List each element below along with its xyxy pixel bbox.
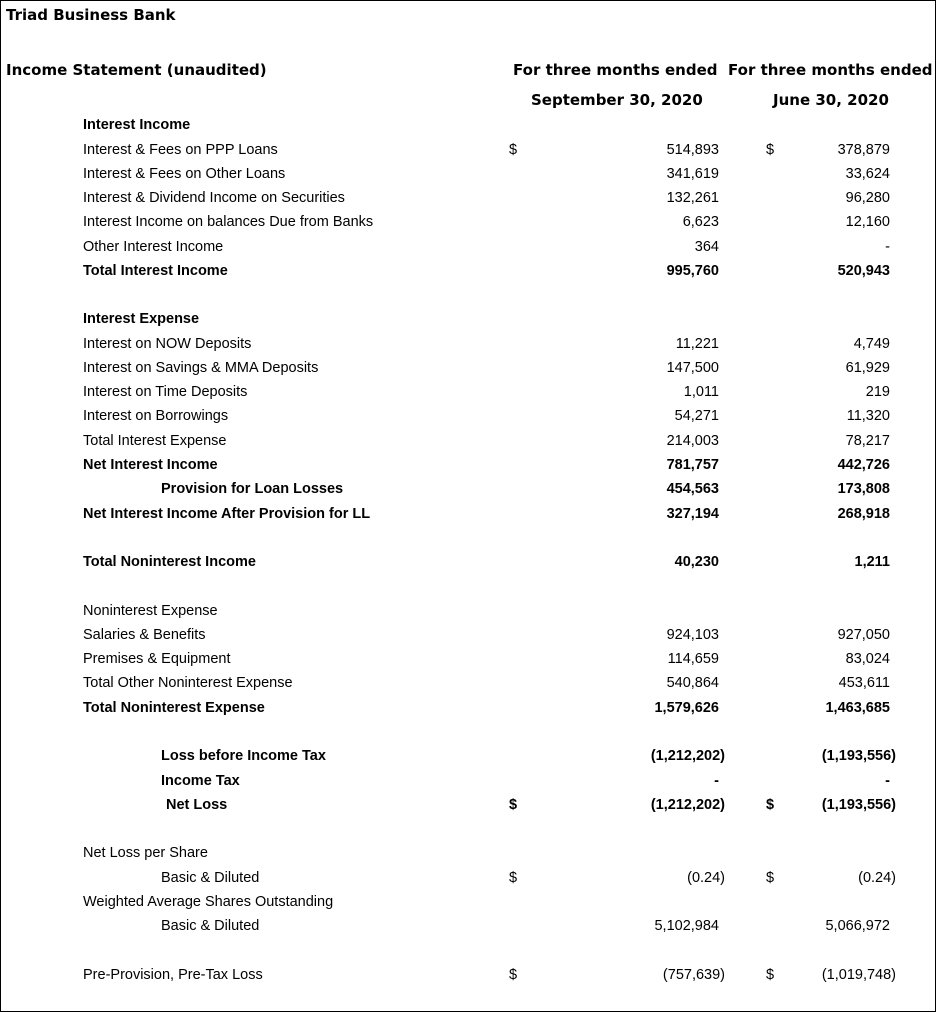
currency-symbol: $ [766, 142, 775, 158]
value-col2: 61,929 [845, 360, 890, 376]
value-col1: - [714, 773, 719, 789]
value-col1: 341,619 [666, 166, 719, 182]
row-label: Total Other Noninterest Expense [83, 675, 293, 691]
value-col1: 327,194 [666, 506, 719, 522]
value-col1: 5,102,984 [654, 918, 719, 934]
value-col2: 378,879 [837, 142, 890, 158]
value-col2: 268,918 [837, 506, 890, 522]
value-col2: 12,160 [845, 214, 890, 230]
value-col1: (1,212,202) [650, 748, 725, 764]
value-col2: 83,024 [845, 651, 890, 667]
col2-header-line2: June 30, 2020 [773, 91, 889, 109]
statement-title: Income Statement (unaudited) [6, 61, 267, 79]
value-col1: (0.24) [687, 870, 725, 886]
row-label: Basic & Diluted [161, 870, 260, 886]
row-label: Total Interest Expense [83, 433, 227, 449]
value-col2: 453,611 [838, 675, 890, 691]
value-col1: 40,230 [674, 554, 719, 570]
value-col1: (757,639) [662, 967, 725, 983]
pre-provision-label: Pre-Provision, Pre-Tax Loss [83, 967, 263, 983]
col1-header-line2: September 30, 2020 [531, 91, 703, 109]
weighted-shares-heading: Weighted Average Shares Outstanding [83, 894, 334, 910]
currency-symbol: $ [766, 967, 775, 983]
value-col1: 540,864 [666, 675, 719, 691]
value-col1: 147,500 [666, 360, 719, 376]
row-label: Interest & Fees on PPP Loans [83, 142, 278, 158]
col1-header-line1: For three months ended [513, 61, 718, 79]
value-col2: 173,808 [837, 481, 890, 497]
net-loss-per-share-heading: Net Loss per Share [83, 845, 208, 861]
value-col2: (1,193,556) [821, 797, 896, 813]
row-label: Salaries & Benefits [83, 627, 206, 643]
value-col2: 33,624 [845, 166, 890, 182]
value-col2: 1,463,685 [825, 700, 890, 716]
net-loss-label: Net Loss [166, 797, 228, 813]
income-tax-label: Income Tax [161, 773, 240, 789]
value-col1: 1,011 [683, 384, 719, 400]
provision-label: Provision for Loan Losses [161, 481, 344, 497]
value-col2: (1,019,748) [821, 967, 896, 983]
row-label: Interest & Dividend Income on Securities [83, 190, 345, 206]
value-col2: - [885, 773, 890, 789]
interest-income-heading: Interest Income [83, 117, 191, 133]
currency-symbol: $ [509, 142, 518, 158]
currency-symbol: $ [509, 967, 518, 983]
interest-expense-heading: Interest Expense [83, 311, 200, 327]
total-interest-income-label: Total Interest Income [83, 263, 228, 279]
value-col1: 454,563 [666, 481, 719, 497]
total-noninterest-expense-label: Total Noninterest Expense [83, 700, 265, 716]
value-col1: 214,003 [666, 433, 719, 449]
value-col2: (1,193,556) [821, 748, 896, 764]
currency-symbol: $ [509, 870, 518, 886]
net-interest-income-label: Net Interest Income [83, 457, 218, 473]
value-col1: 781,757 [666, 457, 719, 473]
row-label: Interest on Time Deposits [83, 384, 248, 400]
value-col2: 4,749 [853, 336, 890, 352]
value-col1: 514,893 [666, 142, 719, 158]
bank-name: Triad Business Bank [6, 6, 176, 24]
row-label: Basic & Diluted [161, 918, 260, 934]
row-label: Interest & Fees on Other Loans [83, 166, 286, 182]
loss-before-tax-label: Loss before Income Tax [161, 748, 326, 764]
value-col1: 364 [694, 239, 719, 255]
value-col2: 11,320 [846, 408, 890, 424]
row-label: Interest Income on balances Due from Banks [83, 214, 374, 230]
value-col2: 927,050 [837, 627, 890, 643]
value-col2: (0.24) [858, 870, 896, 886]
row-label: Interest on NOW Deposits [83, 336, 252, 352]
row-label: Premises & Equipment [83, 651, 231, 667]
col2-header-line1: For three months ended [728, 61, 933, 79]
value-col1: 924,103 [666, 627, 719, 643]
value-col1: 54,271 [674, 408, 719, 424]
currency-symbol: $ [509, 797, 518, 813]
currency-symbol: $ [766, 870, 775, 886]
net-after-provision-label: Net Interest Income After Provision for LL [83, 506, 371, 522]
row-label: Interest on Borrowings [83, 408, 229, 424]
value-col1: 11,221 [675, 336, 719, 352]
noninterest-expense-heading: Noninterest Expense [83, 603, 218, 619]
value-col2: 5,066,972 [825, 918, 890, 934]
value-col2: - [885, 239, 890, 255]
value-col2: 442,726 [837, 457, 890, 473]
value-col2: 520,943 [837, 263, 890, 279]
total-noninterest-income-label: Total Noninterest Income [83, 554, 256, 570]
row-label: Other Interest Income [83, 239, 224, 255]
value-col2: 78,217 [845, 433, 890, 449]
value-col1: 6,623 [682, 214, 719, 230]
value-col1: 132,261 [666, 190, 719, 206]
row-label: Interest on Savings & MMA Deposits [83, 360, 319, 376]
value-col1: 995,760 [666, 263, 719, 279]
value-col2: 96,280 [845, 190, 890, 206]
value-col1: 114,659 [667, 651, 719, 667]
value-col1: 1,579,626 [654, 700, 719, 716]
value-col2: 1,211 [854, 554, 890, 570]
currency-symbol: $ [766, 797, 775, 813]
value-col2: 219 [865, 384, 890, 400]
value-col1: (1,212,202) [650, 797, 725, 813]
